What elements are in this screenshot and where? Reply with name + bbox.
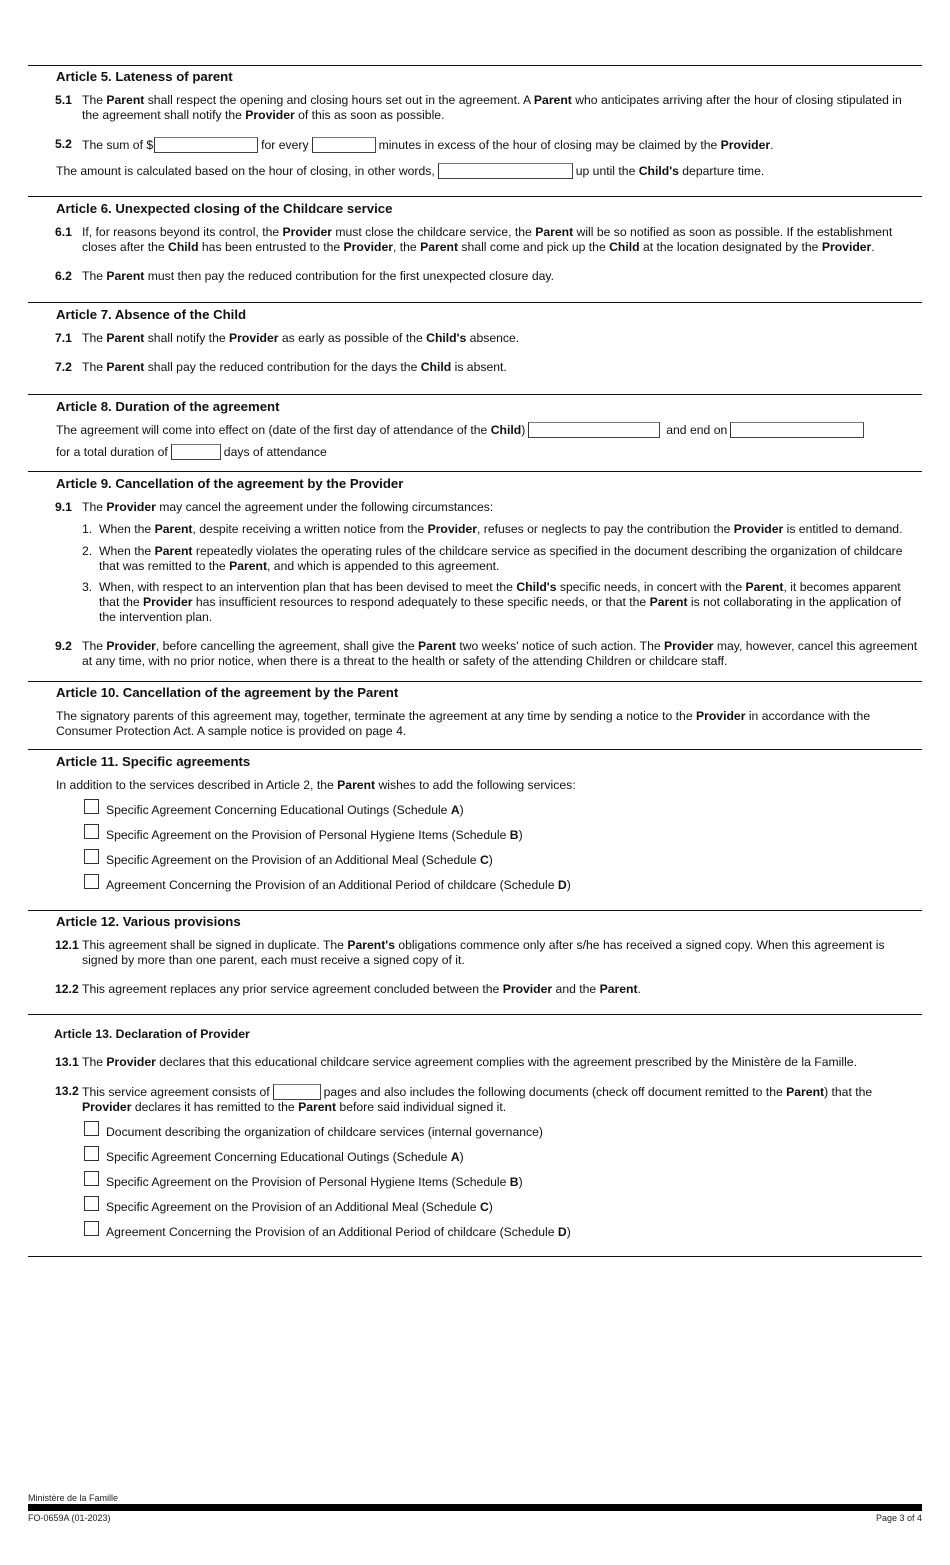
footer-bar xyxy=(28,1504,922,1511)
doc-schedule-b-label: Specific Agreement on the Provision of Personal Hygiene Items (Schedule B) xyxy=(106,1175,523,1189)
article-7-heading: Article 7. Absence of the Child xyxy=(56,307,247,322)
schedule-b-checkbox[interactable] xyxy=(84,824,99,839)
section-divider xyxy=(28,681,922,682)
ministry-name: Ministère de la Famille xyxy=(28,1493,119,1503)
clause-number: 5.2 xyxy=(55,137,72,151)
article-10-text: The signatory parents of this agreement may, together, terminate the agreement at any time by sending a notice to the Provider in accordance with the Consumer Protection Act. A sample notice is provided on page 4. xyxy=(56,709,871,738)
agreement-dates-line: The agreement will come into effect on (date of the first day of attendance of the Child) and end on xyxy=(56,422,867,438)
section-divider xyxy=(28,749,922,750)
duration-line: for a total duration of days of attendance xyxy=(56,445,327,459)
end-date-field[interactable] xyxy=(730,422,864,438)
section-divider xyxy=(28,302,922,303)
clause-number: 13.2 xyxy=(55,1084,79,1098)
doc-schedule-d-label: Agreement Concerning the Provision of an Additional Period of childcare (Schedule D) xyxy=(106,1225,571,1239)
article-9-heading: Article 9. Cancellation of the agreement by the Provider xyxy=(56,476,404,491)
clause-number: 5.1 xyxy=(55,93,72,107)
internal-governance-label: Document describing the organization of childcare services (internal governance) xyxy=(106,1125,543,1139)
clause-13-1-text: The Provider declares that this educational childcare service agreement complies with the agreement prescribed by the Ministère de la Famille. xyxy=(82,1055,857,1069)
form-code: FO-0659A (01-2023) xyxy=(28,1513,111,1523)
section-divider xyxy=(28,394,922,395)
article-13-heading: Article 13. Declaration of Provider xyxy=(54,1027,250,1041)
late-minutes-field[interactable] xyxy=(312,137,376,153)
doc-schedule-a-checkbox[interactable] xyxy=(84,1146,99,1161)
list-item: 1. When the Parent, despite receiving a written notice from the Provider, refuses or neglects to pay the contribution the Provider is entitled to demand. xyxy=(82,522,903,536)
clause-number: 9.1 xyxy=(55,500,72,514)
doc-schedule-a-label: Specific Agreement Concerning Educational Outings (Schedule A) xyxy=(106,1150,464,1164)
schedule-d-label: Agreement Concerning the Provision of an Additional Period of childcare (Schedule D) xyxy=(106,878,571,892)
article-11-heading: Article 11. Specific agreements xyxy=(56,754,251,769)
clause-5-2-text: The sum of $ for every minutes in excess of the hour of closing may be claimed by the Provider. xyxy=(82,138,774,152)
clause-7-1-text: The Parent shall notify the Provider as early as possible of the Child's absence. xyxy=(82,331,520,345)
article-11-intro: In addition to the services described in Article 2, the Parent wishes to add the following services: xyxy=(56,778,576,792)
clause-13-2-text: This service agreement consists of pages and also includes the following documents (check off document remitted to the Parent) that the Provider declares it has remitted to the Parent before said individual signed it. xyxy=(82,1085,873,1114)
doc-schedule-c-checkbox[interactable] xyxy=(84,1196,99,1211)
article-5-heading: Article 5. Lateness of parent xyxy=(56,69,233,84)
clause-number: 12.2 xyxy=(55,982,79,996)
clause-7-2-text: The Parent shall pay the reduced contribution for the days the Child is absent. xyxy=(82,360,507,374)
late-fee-calculation-line: The amount is calculated based on the hour of closing, in other words, up until the Child's departure time. xyxy=(56,164,765,178)
section-divider xyxy=(28,1014,922,1015)
article-10-heading: Article 10. Cancellation of the agreement by the Parent xyxy=(56,685,399,700)
closing-hour-field[interactable] xyxy=(438,163,573,179)
section-divider xyxy=(28,910,922,911)
clause-number: 6.2 xyxy=(55,269,72,283)
schedule-a-label: Specific Agreement Concerning Educational Outings (Schedule A) xyxy=(106,803,464,817)
late-fee-amount-field[interactable] xyxy=(154,137,258,153)
internal-governance-checkbox[interactable] xyxy=(84,1121,99,1136)
doc-schedule-d-checkbox[interactable] xyxy=(84,1221,99,1236)
doc-schedule-c-label: Specific Agreement on the Provision of an Additional Meal (Schedule C) xyxy=(106,1200,493,1214)
article-8-heading: Article 8. Duration of the agreement xyxy=(56,399,280,414)
clause-12-2-text: This agreement replaces any prior service agreement concluded between the Provider and the Parent. xyxy=(82,982,641,996)
clause-12-1-text: This agreement shall be signed in duplicate. The Parent's obligations commence only after s/he has received a signed copy. When this agreement is signed by more than one parent, each must receive a signed copy of it. xyxy=(82,938,885,967)
clause-6-1-text: If, for reasons beyond its control, the Provider must close the childcare service, the Parent will be so notified as soon as possible. If the establishment closes after the Child has been entrusted to the Provider, the Parent shall come and pick up the Child at the location designated by the Provider. xyxy=(82,225,893,254)
clause-number: 7.2 xyxy=(55,360,72,374)
schedule-a-checkbox[interactable] xyxy=(84,799,99,814)
clause-number: 12.1 xyxy=(55,938,79,952)
article-12-heading: Article 12. Various provisions xyxy=(56,914,241,929)
schedule-d-checkbox[interactable] xyxy=(84,874,99,889)
clause-9-1-text: The Provider may cancel the agreement under the following circumstances: xyxy=(82,500,494,514)
clause-9-2-text: The Provider, before cancelling the agreement, shall give the Parent two weeks' notice of such action. The Provider may, however, cancel this agreement at any time, with no prior notice, when there is a threat to the health or safety of the attending Children or childcare staff. xyxy=(82,639,918,668)
section-divider xyxy=(28,65,922,66)
clause-number: 9.2 xyxy=(55,639,72,653)
clause-number: 7.1 xyxy=(55,331,72,345)
schedule-c-checkbox[interactable] xyxy=(84,849,99,864)
clause-6-2-text: The Parent must then pay the reduced contribution for the first unexpected closure day. xyxy=(82,269,554,283)
list-item: 3. When, with respect to an intervention plan that has been devised to meet the Child's specific needs, in concert with the Parent, it becomes apparent that the Provider has insufficient resources to respond adequately to these specific needs, or that the Parent is not collaborating in the application of the intervention plan. xyxy=(82,580,901,624)
schedule-b-label: Specific Agreement on the Provision of Personal Hygiene Items (Schedule B) xyxy=(106,828,523,842)
clause-5-1-text: The Parent shall respect the opening and closing hours set out in the agreement. A Parent who anticipates arriving after the hour of closing stipulated in the agreement shall notify the Provider of this as soon as possible. xyxy=(82,93,902,122)
article-6-heading: Article 6. Unexpected closing of the Childcare service xyxy=(56,201,393,216)
page-number: Page 3 of 4 xyxy=(875,1513,922,1523)
section-divider xyxy=(28,1256,922,1257)
clause-number: 6.1 xyxy=(55,225,72,239)
section-divider xyxy=(28,196,922,197)
schedule-c-label: Specific Agreement on the Provision of an Additional Meal (Schedule C) xyxy=(106,853,493,867)
list-item: 2. When the Parent repeatedly violates the operating rules of the childcare service as specified in the document describing the organization of childcare that was remitted to the Parent, and which is appended to this agreement. xyxy=(82,544,903,573)
clause-number: 13.1 xyxy=(55,1055,79,1069)
doc-schedule-b-checkbox[interactable] xyxy=(84,1171,99,1186)
start-date-field[interactable] xyxy=(528,422,660,438)
page-count-field[interactable] xyxy=(273,1084,321,1100)
days-of-attendance-field[interactable] xyxy=(171,444,221,460)
section-divider xyxy=(28,471,922,472)
